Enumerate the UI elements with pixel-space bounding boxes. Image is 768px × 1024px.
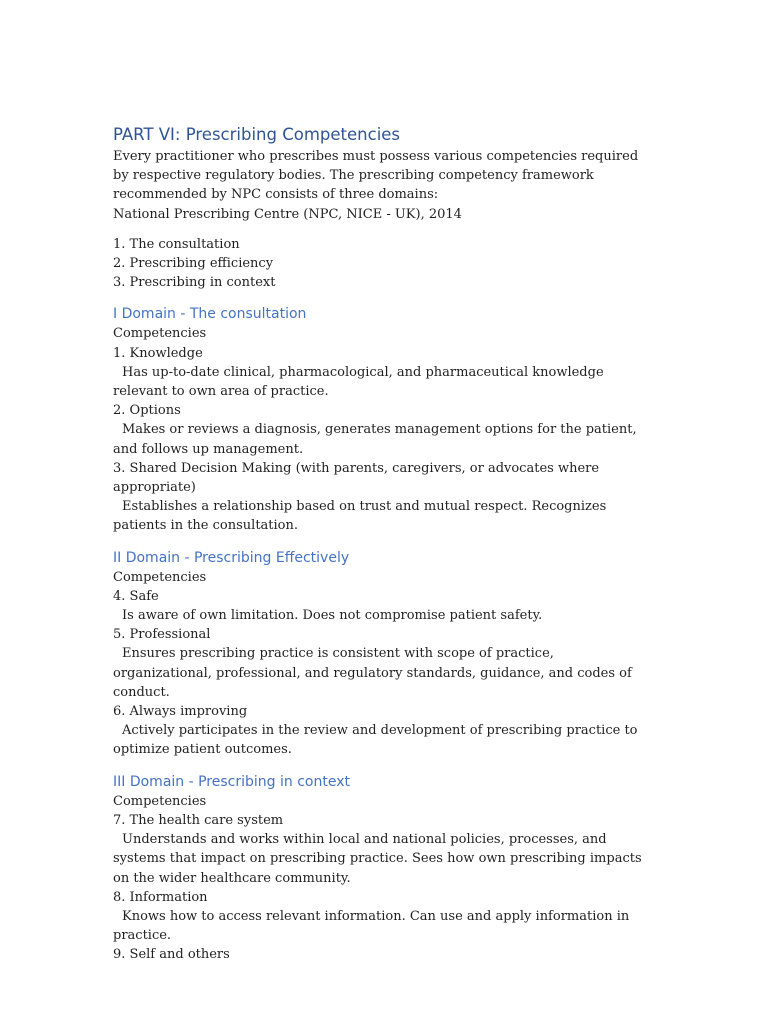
competency-description: Has up-to-date clinical, pharmacological, and pharmaceutical knowledge relevant to own area of practice. xyxy=(113,364,604,400)
list-item: 3. Prescribing in context xyxy=(113,275,276,291)
competency-description: Establishes a relationship based on trust and mutual respect. Recognizes patients in the consultation. xyxy=(113,499,607,534)
domain-section-prescribing-in-context xyxy=(113,772,653,965)
domain-heading: III Domain - Prescribing in context xyxy=(113,773,350,790)
competency-description: Makes or reviews a diagnosis, generates management options for the patient, and follows up management. xyxy=(113,422,637,457)
competency-description: Is aware of own limitation. Does not compromise patient safety. xyxy=(122,608,543,624)
domain-section-consultation xyxy=(113,304,653,535)
domain-section-prescribing-effectively xyxy=(113,548,653,760)
competency-heading: 1. Knowledge xyxy=(113,345,203,361)
competencies-label: Competencies xyxy=(113,326,207,342)
domain-heading: I Domain - The consultation xyxy=(113,306,307,323)
competency-description: Actively participates in the review and development of prescribing practice to optimize patient outcomes. xyxy=(113,723,638,758)
competency-heading: 9. Self and others xyxy=(113,947,230,963)
competency-description: Understands and works within local and national policies, processes, and systems that impact on prescribing practice. Sees how own prescribing impacts on the wider healthcare community. xyxy=(113,832,642,886)
competency-description: Knows how to access relevant information. Can use and apply information in practice. xyxy=(113,908,630,944)
document-body xyxy=(113,124,653,965)
competency-heading: 5. Professional xyxy=(113,627,211,643)
competency-heading: 4. Safe xyxy=(113,588,159,604)
competencies-label: Competencies xyxy=(113,793,207,809)
source-citation: National Prescribing Centre (NPC, NICE - UK), 2014 xyxy=(113,206,462,222)
competencies-label: Competencies xyxy=(113,569,207,585)
competency-heading: 2. Options xyxy=(113,403,181,419)
intro-paragraph: Every practitioner who prescribes must possess various competencies required by respective regulatory bodies. The prescribing competency framework recommended by NPC consists of three domains: xyxy=(113,149,639,203)
domains-list xyxy=(113,235,653,293)
list-item: 2. Prescribing efficiency xyxy=(113,256,274,272)
competency-heading: 6. Always improving xyxy=(113,704,248,720)
list-item: 1. The consultation xyxy=(113,236,240,252)
domain-heading: II Domain - Prescribing Effectively xyxy=(113,549,350,566)
competency-description: Ensures prescribing practice is consistent with scope of practice, organizational, professional, and regulatory standards, guidance, and codes of conduct. xyxy=(113,646,632,700)
competency-heading: 3. Shared Decision Making (with parents, caregivers, or advocates where appropriate) xyxy=(113,460,600,496)
page-title: PART VI: Prescribing Competencies xyxy=(113,125,401,144)
competency-heading: 7. The health care system xyxy=(113,812,284,828)
competency-heading: 8. Information xyxy=(113,889,208,905)
